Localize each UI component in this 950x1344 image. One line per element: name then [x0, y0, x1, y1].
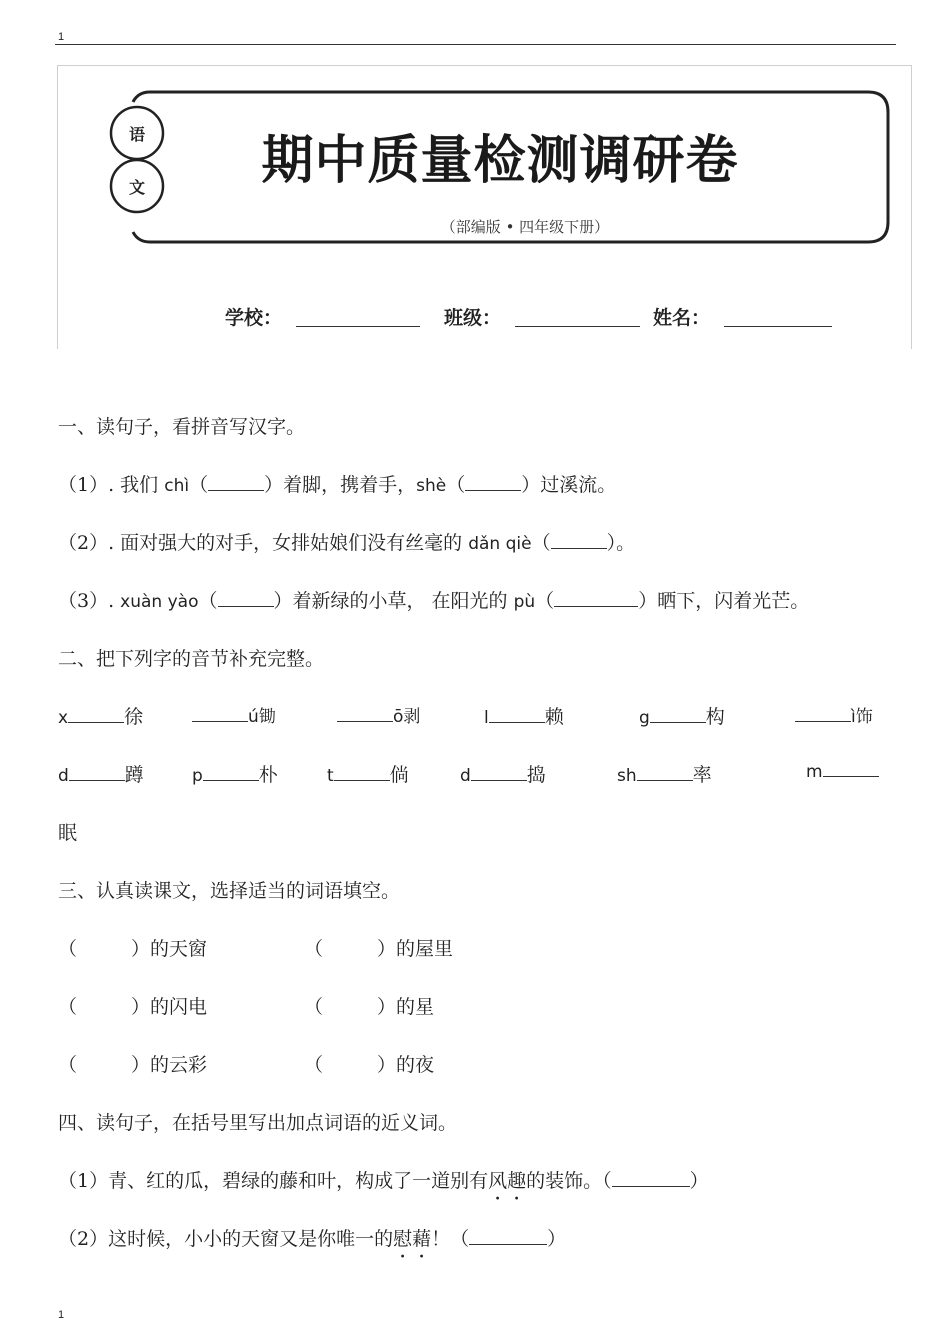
syllable-item: ō剥 [337, 702, 420, 727]
syllable-blank[interactable] [795, 705, 851, 722]
syllable-item: t 倘 [327, 764, 409, 786]
syllable-item: l 赖 [484, 706, 564, 728]
syllable-wrap-char: 眠 [58, 822, 78, 844]
section-2-title: 二、把下列字的音节补充完整。 [58, 648, 325, 670]
syllable-blank[interactable] [489, 706, 545, 723]
answer-blank[interactable] [218, 590, 274, 607]
s4-question-2: （2）这时候，小小的天窗又是你唯一的慰藉！（ ） [58, 1224, 566, 1251]
s4-question-1: （1）青、红的瓜，碧绿的藤和叶，构成了一道别有风趣的装饰。（ ） [58, 1166, 709, 1193]
syllable-item: g 构 [639, 706, 725, 728]
s1-question-2: （2）. 面对强大的对手，女排姑娘们没有丝毫的 dǎn qiè（ ）。 [58, 532, 636, 554]
syllable-item: ì饰 [795, 702, 873, 727]
fill-item: （ ）的屋里 [304, 938, 454, 960]
section-1-title: 一、读句子，看拼音写汉字。 [58, 416, 306, 438]
answer-blank[interactable] [208, 474, 264, 491]
name-label: 姓名： [653, 307, 711, 329]
answer-blank[interactable] [551, 532, 607, 549]
s1-question-3: （3）. xuàn yào（ ）着新绿的小草， 在阳光的 pù（ ）晒下，闪着光芒。 [58, 590, 810, 612]
fill-item: （ ）的云彩 [58, 1054, 208, 1076]
syllable-blank[interactable] [334, 764, 390, 781]
exam-title: 期中质量检测调研卷 [261, 131, 739, 191]
syllable-item: x 徐 [58, 706, 144, 728]
fill-item: （ ）的夜 [304, 1054, 435, 1076]
answer-blank[interactable] [554, 590, 638, 607]
syllable-blank[interactable] [203, 764, 259, 781]
syllable-blank[interactable] [337, 705, 393, 722]
syllable-item: sh 率 [617, 764, 712, 786]
class-input-line[interactable] [515, 326, 640, 327]
answer-blank[interactable] [465, 474, 521, 491]
circle-char-1: 语 [129, 125, 146, 144]
school-label: 学校： [225, 307, 283, 329]
page-number-bottom: 1 [58, 1309, 65, 1321]
syllable-blank[interactable] [650, 706, 706, 723]
section-3-title: 三、认真读课文，选择适当的词语填空。 [58, 880, 401, 902]
syllable-item: p 朴 [192, 764, 278, 786]
syllable-blank[interactable] [69, 764, 125, 781]
syllable-blank[interactable] [823, 760, 879, 777]
page-number-top: 1 [58, 31, 65, 43]
name-input-line[interactable] [724, 326, 832, 327]
syllable-blank[interactable] [637, 764, 693, 781]
answer-blank[interactable] [612, 1170, 690, 1187]
dotted-char: 趣 [507, 1170, 527, 1192]
dotted-char: 风 [488, 1170, 508, 1192]
syllable-item: d 捣 [460, 764, 546, 786]
syllable-blank[interactable] [471, 764, 527, 781]
answer-blank[interactable] [469, 1228, 547, 1245]
syllable-item: ú锄 [192, 702, 276, 727]
section-4-title: 四、读句子，在括号里写出加点词语的近义词。 [58, 1112, 458, 1134]
dotted-char: 藉 [412, 1228, 432, 1250]
exam-subtitle: （部编版 • 四年级下册） [440, 218, 610, 236]
s1-question-1: （1）. 我们 chì（ ）着脚，携着手，shè（ ）过溪流。 [58, 474, 617, 496]
school-input-line[interactable] [296, 326, 420, 327]
class-label: 班级： [444, 307, 502, 329]
syllable-blank[interactable] [68, 706, 124, 723]
fill-item: （ ）的星 [304, 996, 435, 1018]
fill-item: （ ）的天窗 [58, 938, 208, 960]
syllable-blank[interactable] [192, 705, 248, 722]
circle-char-2: 文 [129, 178, 146, 197]
syllable-item: m [806, 760, 879, 782]
syllable-item: d 蹲 [58, 764, 144, 786]
dotted-char: 慰 [393, 1228, 413, 1250]
fill-item: （ ）的闪电 [58, 996, 208, 1018]
